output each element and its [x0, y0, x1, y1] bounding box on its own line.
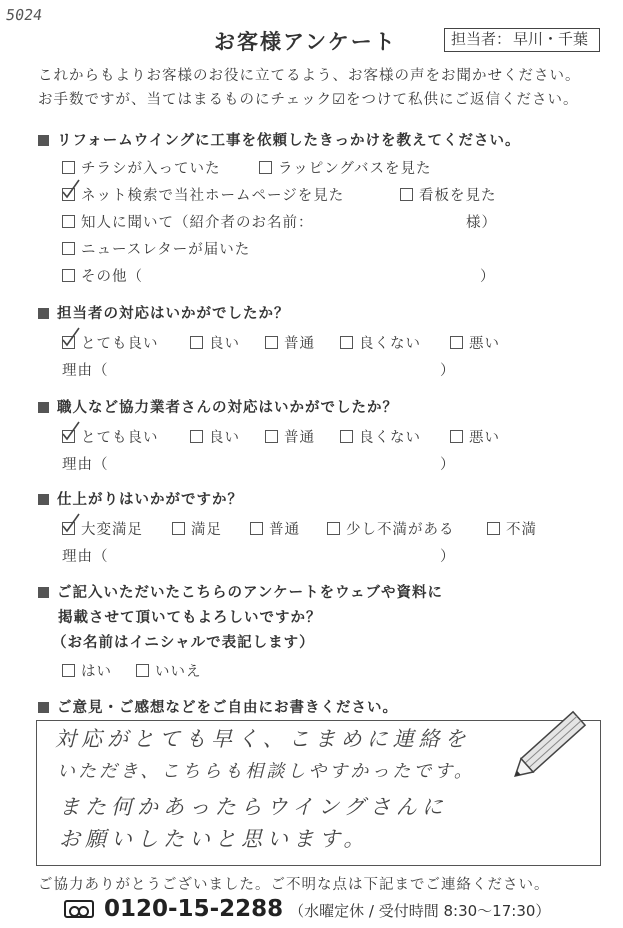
handwritten-line-4: お願いしたいと思います。	[59, 827, 370, 851]
q4-option-very-satisfied[interactable]	[62, 518, 143, 539]
question-2-text: 担当者の対応はいかがでしたか？	[57, 306, 290, 322]
q5-option-yes[interactable]	[62, 660, 112, 681]
q4-option-dissatisfied[interactable]	[487, 518, 537, 539]
checkbox-icon[interactable]	[450, 430, 463, 443]
q2-option-very-good[interactable]	[62, 332, 159, 353]
bullet-square-icon	[38, 402, 49, 413]
bullet-square-icon	[38, 308, 49, 319]
pencil-icon	[500, 700, 600, 792]
q2-option-average[interactable]	[265, 332, 315, 353]
q1-option-referral[interactable]	[62, 211, 314, 232]
option-label: 普通	[284, 336, 315, 352]
checkbox-icon[interactable]	[487, 522, 500, 535]
q4-option-slightly-dissatisfied[interactable]	[327, 518, 455, 539]
option-label: ネット検索で当社ホームページを見た	[81, 188, 345, 204]
q4-reason-close: ）	[440, 549, 455, 565]
bullet-square-icon	[38, 494, 49, 505]
phone-hours: （水曜定休 / 受付時間 8:30〜17:30）	[289, 902, 551, 920]
phone-number[interactable]: 0120-15-2288	[104, 896, 284, 922]
q1-option-other[interactable]	[62, 265, 143, 286]
question-3	[38, 396, 398, 417]
checkbox-icon[interactable]	[62, 269, 75, 282]
intro-line-1: これからもよりお客様のお役に立てるよう、お客様の声をお聞かせください。	[38, 68, 581, 84]
checkbox-icon[interactable]	[62, 215, 75, 228]
option-label: ニュースレターが届いた	[81, 242, 251, 258]
q1-option-web[interactable]	[62, 184, 344, 205]
q2-option-not-good[interactable]	[340, 332, 421, 353]
q2-option-good[interactable]	[190, 332, 240, 353]
q3-reason-label: 理由（	[62, 457, 109, 473]
question-5-line-1: ご記入いただいたこちらのアンケートをウェブや資料に	[57, 585, 444, 601]
option-label: 満足	[191, 522, 222, 538]
checkbox-icon[interactable]	[450, 336, 463, 349]
option-label: 悪い	[469, 430, 500, 446]
q3-option-good[interactable]	[190, 426, 240, 447]
q1-option-bus[interactable]	[259, 157, 432, 178]
document-id: 5024	[4, 6, 44, 24]
checkbox-checked-icon[interactable]	[62, 430, 75, 443]
q1-referral-honorific: 様）	[466, 215, 497, 231]
staff-handwritten-name: 早川・千葉	[513, 30, 589, 48]
q4-reason-label: 理由（	[62, 549, 109, 565]
checkmark-icon	[61, 513, 81, 535]
option-label: チラシが入っていた	[81, 161, 221, 177]
handwritten-line-1: 対応がとても早く、こまめに連絡を	[55, 727, 471, 751]
q4-option-average[interactable]	[250, 518, 300, 539]
option-label: 普通	[269, 522, 300, 538]
checkmark-icon	[61, 179, 81, 201]
q3-option-bad[interactable]	[450, 426, 500, 447]
question-2	[38, 302, 290, 323]
option-label: 知人に聞いて（紹介者のお名前：	[81, 215, 314, 231]
checkbox-icon[interactable]	[62, 161, 75, 174]
checkmark-icon	[61, 327, 81, 349]
option-label: 良くない	[359, 336, 421, 352]
q1-other-close: ）	[480, 269, 496, 285]
q2-option-bad[interactable]	[450, 332, 500, 353]
checkbox-icon[interactable]	[62, 664, 75, 677]
q3-reason-close: ）	[440, 457, 455, 473]
question-1-text: リフォームウイングに工事を依頼したきっかけを教えてください。	[57, 133, 521, 149]
option-label: 大変満足	[81, 522, 143, 538]
handwritten-line-3: また何かあったらウイングさんに	[59, 795, 448, 819]
checkbox-icon[interactable]	[265, 430, 278, 443]
option-label: 看板を見た	[419, 188, 497, 204]
checkbox-icon[interactable]	[259, 161, 272, 174]
bullet-square-icon	[38, 587, 49, 598]
handwritten-line-2: いただき、こちらも相談しやすかったです。	[57, 761, 475, 782]
q3-option-average[interactable]	[265, 426, 315, 447]
freedial-icon	[64, 900, 94, 918]
checkbox-icon[interactable]	[62, 242, 75, 255]
checkbox-icon[interactable]	[340, 430, 353, 443]
q3-option-very-good[interactable]	[62, 426, 159, 447]
q2-reason-label: 理由（	[62, 363, 109, 379]
option-label: はい	[81, 664, 112, 680]
checkbox-icon[interactable]	[190, 336, 203, 349]
checkbox-icon[interactable]	[265, 336, 278, 349]
checkbox-icon[interactable]	[327, 522, 340, 535]
question-5-line-2: 掲載させて頂いてもよろしいですか？	[58, 610, 322, 626]
question-4	[38, 488, 243, 509]
question-5	[38, 581, 443, 602]
checkbox-checked-icon[interactable]	[62, 522, 75, 535]
staff-label: 担当者：	[451, 30, 512, 48]
option-label: 不満	[506, 522, 537, 538]
option-label: 少し不満がある	[346, 522, 455, 538]
q1-option-signboard[interactable]	[400, 184, 497, 205]
question-3-text: 職人など協力業者さんの対応はいかがでしたか？	[57, 400, 398, 416]
q5-option-no[interactable]	[136, 660, 202, 681]
checkbox-checked-icon[interactable]	[62, 188, 75, 201]
option-label: いいえ	[155, 664, 202, 680]
checkbox-icon[interactable]	[400, 188, 413, 201]
option-label: とても良い	[81, 336, 159, 352]
phone-line[interactable]	[64, 896, 550, 922]
option-label: 良い	[209, 430, 240, 446]
checkbox-icon[interactable]	[340, 336, 353, 349]
checkbox-checked-icon[interactable]	[62, 336, 75, 349]
checkmark-icon	[61, 421, 81, 443]
q4-option-satisfied[interactable]	[172, 518, 222, 539]
option-label: ラッピングバスを見た	[278, 161, 432, 177]
question-1	[38, 129, 521, 150]
q1-option-newsletter[interactable]	[62, 238, 250, 259]
checkbox-icon[interactable]	[190, 430, 203, 443]
option-label: 良い	[209, 336, 240, 352]
option-label: 普通	[284, 430, 315, 446]
staff-name-box	[444, 28, 600, 52]
question-5-line-3: （お名前はイニシャルで表記します）	[52, 635, 315, 651]
question-6	[38, 696, 398, 717]
intro-line-2: お手数ですが、当てはまるものにチェック☑をつけて私供にご返信ください。	[38, 92, 579, 108]
option-label: 悪い	[469, 336, 500, 352]
checkbox-icon[interactable]	[136, 664, 149, 677]
bullet-square-icon	[38, 135, 49, 146]
bullet-square-icon	[38, 702, 49, 713]
option-label: とても良い	[81, 430, 159, 446]
option-label: 良くない	[359, 430, 421, 446]
question-4-text: 仕上がりはいかがですか？	[57, 492, 243, 508]
page-title: お客様アンケート	[214, 30, 397, 54]
option-label: その他（	[81, 269, 143, 285]
q2-reason-close: ）	[440, 363, 455, 379]
checkbox-icon[interactable]	[172, 522, 185, 535]
question-6-text: ご意見・ご感想などをご自由にお書きください。	[57, 700, 398, 716]
footer-thanks: ご協力ありがとうございました。ご不明な点は下記までご連絡ください。	[38, 877, 550, 893]
q3-option-not-good[interactable]	[340, 426, 421, 447]
q1-option-flyer[interactable]	[62, 157, 221, 178]
checkbox-icon[interactable]	[250, 522, 263, 535]
